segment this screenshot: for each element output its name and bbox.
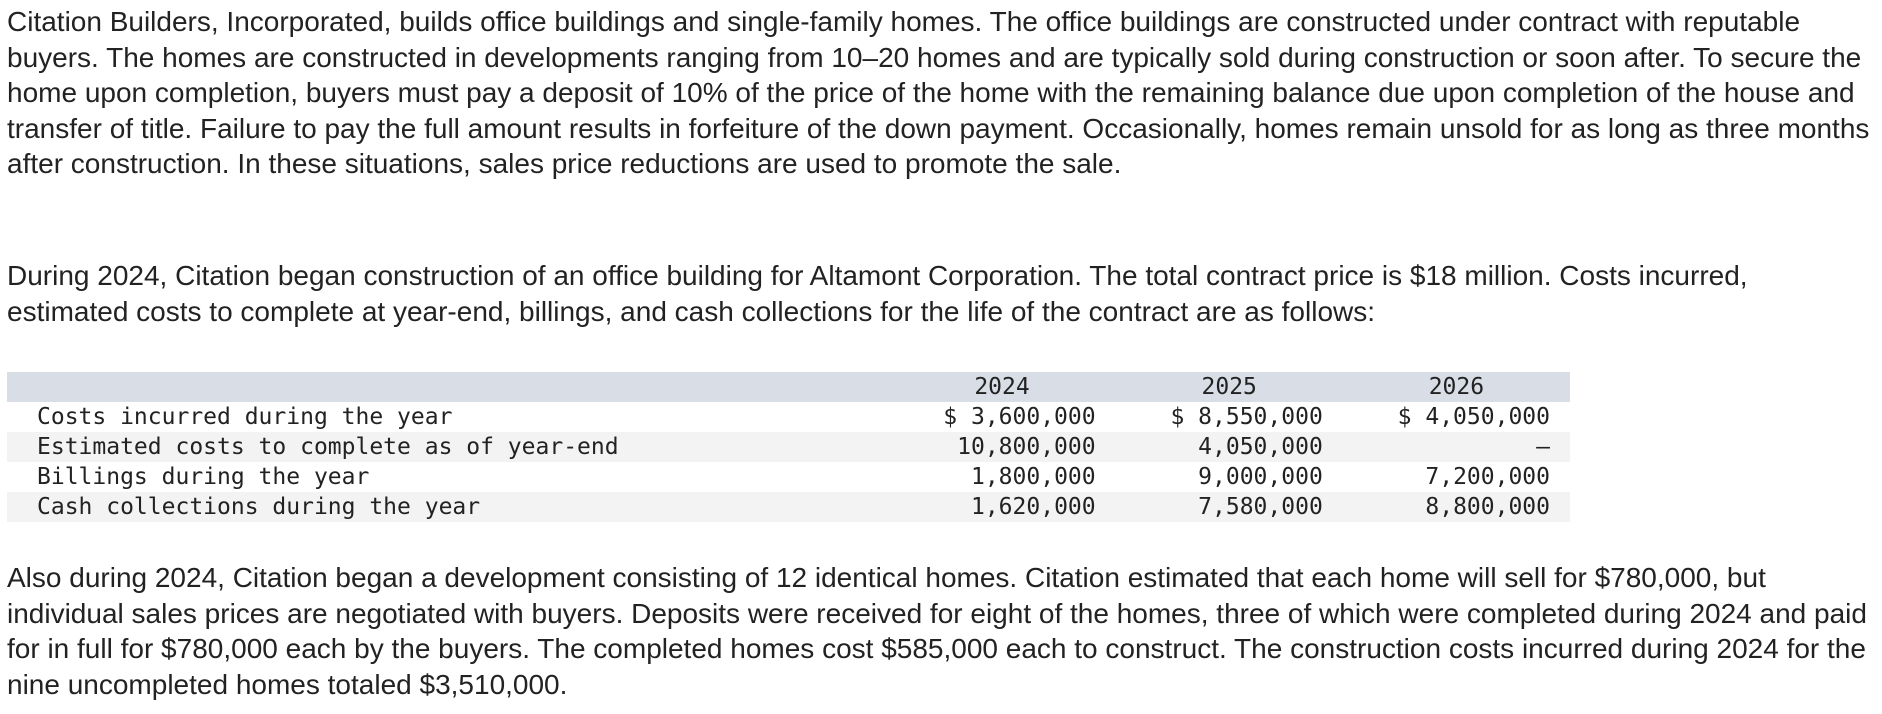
table-header-row [7,372,1570,402]
header-year-2024: 2024 [974,374,1030,400]
cell-2025: 7,580,000 [1198,494,1323,520]
cell-2026: 7,200,000 [1425,464,1550,490]
intro-paragraph: Citation Builders, Incorporated, builds office buildings and single-family homes. The office buildings are constructed under contract with reputable buyers. The homes are constructed in developments ranging from 10–20 homes and are typically sold during construction or soon after. To secure the home upon completion, buyers must pay a deposit of 10% of the price of the home with the remaining balance due upon completion of the house and transfer of title. Failure to pay the full amount results in forfeiture of the down payment. Occasionally, homes remain unsold for as long as three months after construction. In these situations, sales price reductions are used to promote the sale. [7,6,1870,179]
row-label: Cash collections during the year [37,494,481,520]
cell-2025: 4,050,000 [1198,434,1323,460]
contract-paragraph: During 2024, Citation began construction of an office building for Altamont Corporation. The total contract price is $18 million. Costs incurred, estimated costs to complete at year-end, billings, and cash collections for the life of the contract are as follows: [7,260,1748,327]
row-label: Estimated costs to complete as of year-end [37,434,619,460]
table-row [7,432,1570,462]
cell-2026: $ 4,050,000 [1397,404,1550,430]
cell-2025: $ 8,550,000 [1170,404,1323,430]
row-label: Billings during the year [37,464,370,490]
cell-2024: 1,620,000 [970,494,1096,520]
header-year-2026: 2026 [1428,374,1485,400]
row-label: Costs incurred during the year [37,404,453,430]
homes-paragraph: Also during 2024, Citation began a development consisting of 12 identical homes. Citation estimated that each home will sell for $780,000, but individual sales prices are negotiated with buyers. Deposits were received for eight of the homes, three of which were completed during 2024 and paid for in full for $780,000 each by the buyers. The completed homes cost $585,000 each to construct. The construction costs incurred during 2024 for the nine uncompleted homes totaled $3,510,000. [7,562,1867,700]
cell-2024: 10,800,000 [957,434,1096,460]
contract-data-table [7,372,1570,522]
table-row [7,492,1570,522]
cell-2024: $ 3,600,000 [943,404,1096,430]
header-year-2025: 2025 [1201,374,1257,400]
cell-2026: – [1536,434,1550,460]
cell-2024: 1,800,000 [970,464,1096,490]
header-label-cell [7,372,888,402]
cell-2026: 8,800,000 [1425,494,1550,520]
table-row [7,462,1570,492]
table-row [7,402,1570,432]
cell-2025: 9,000,000 [1198,464,1323,490]
